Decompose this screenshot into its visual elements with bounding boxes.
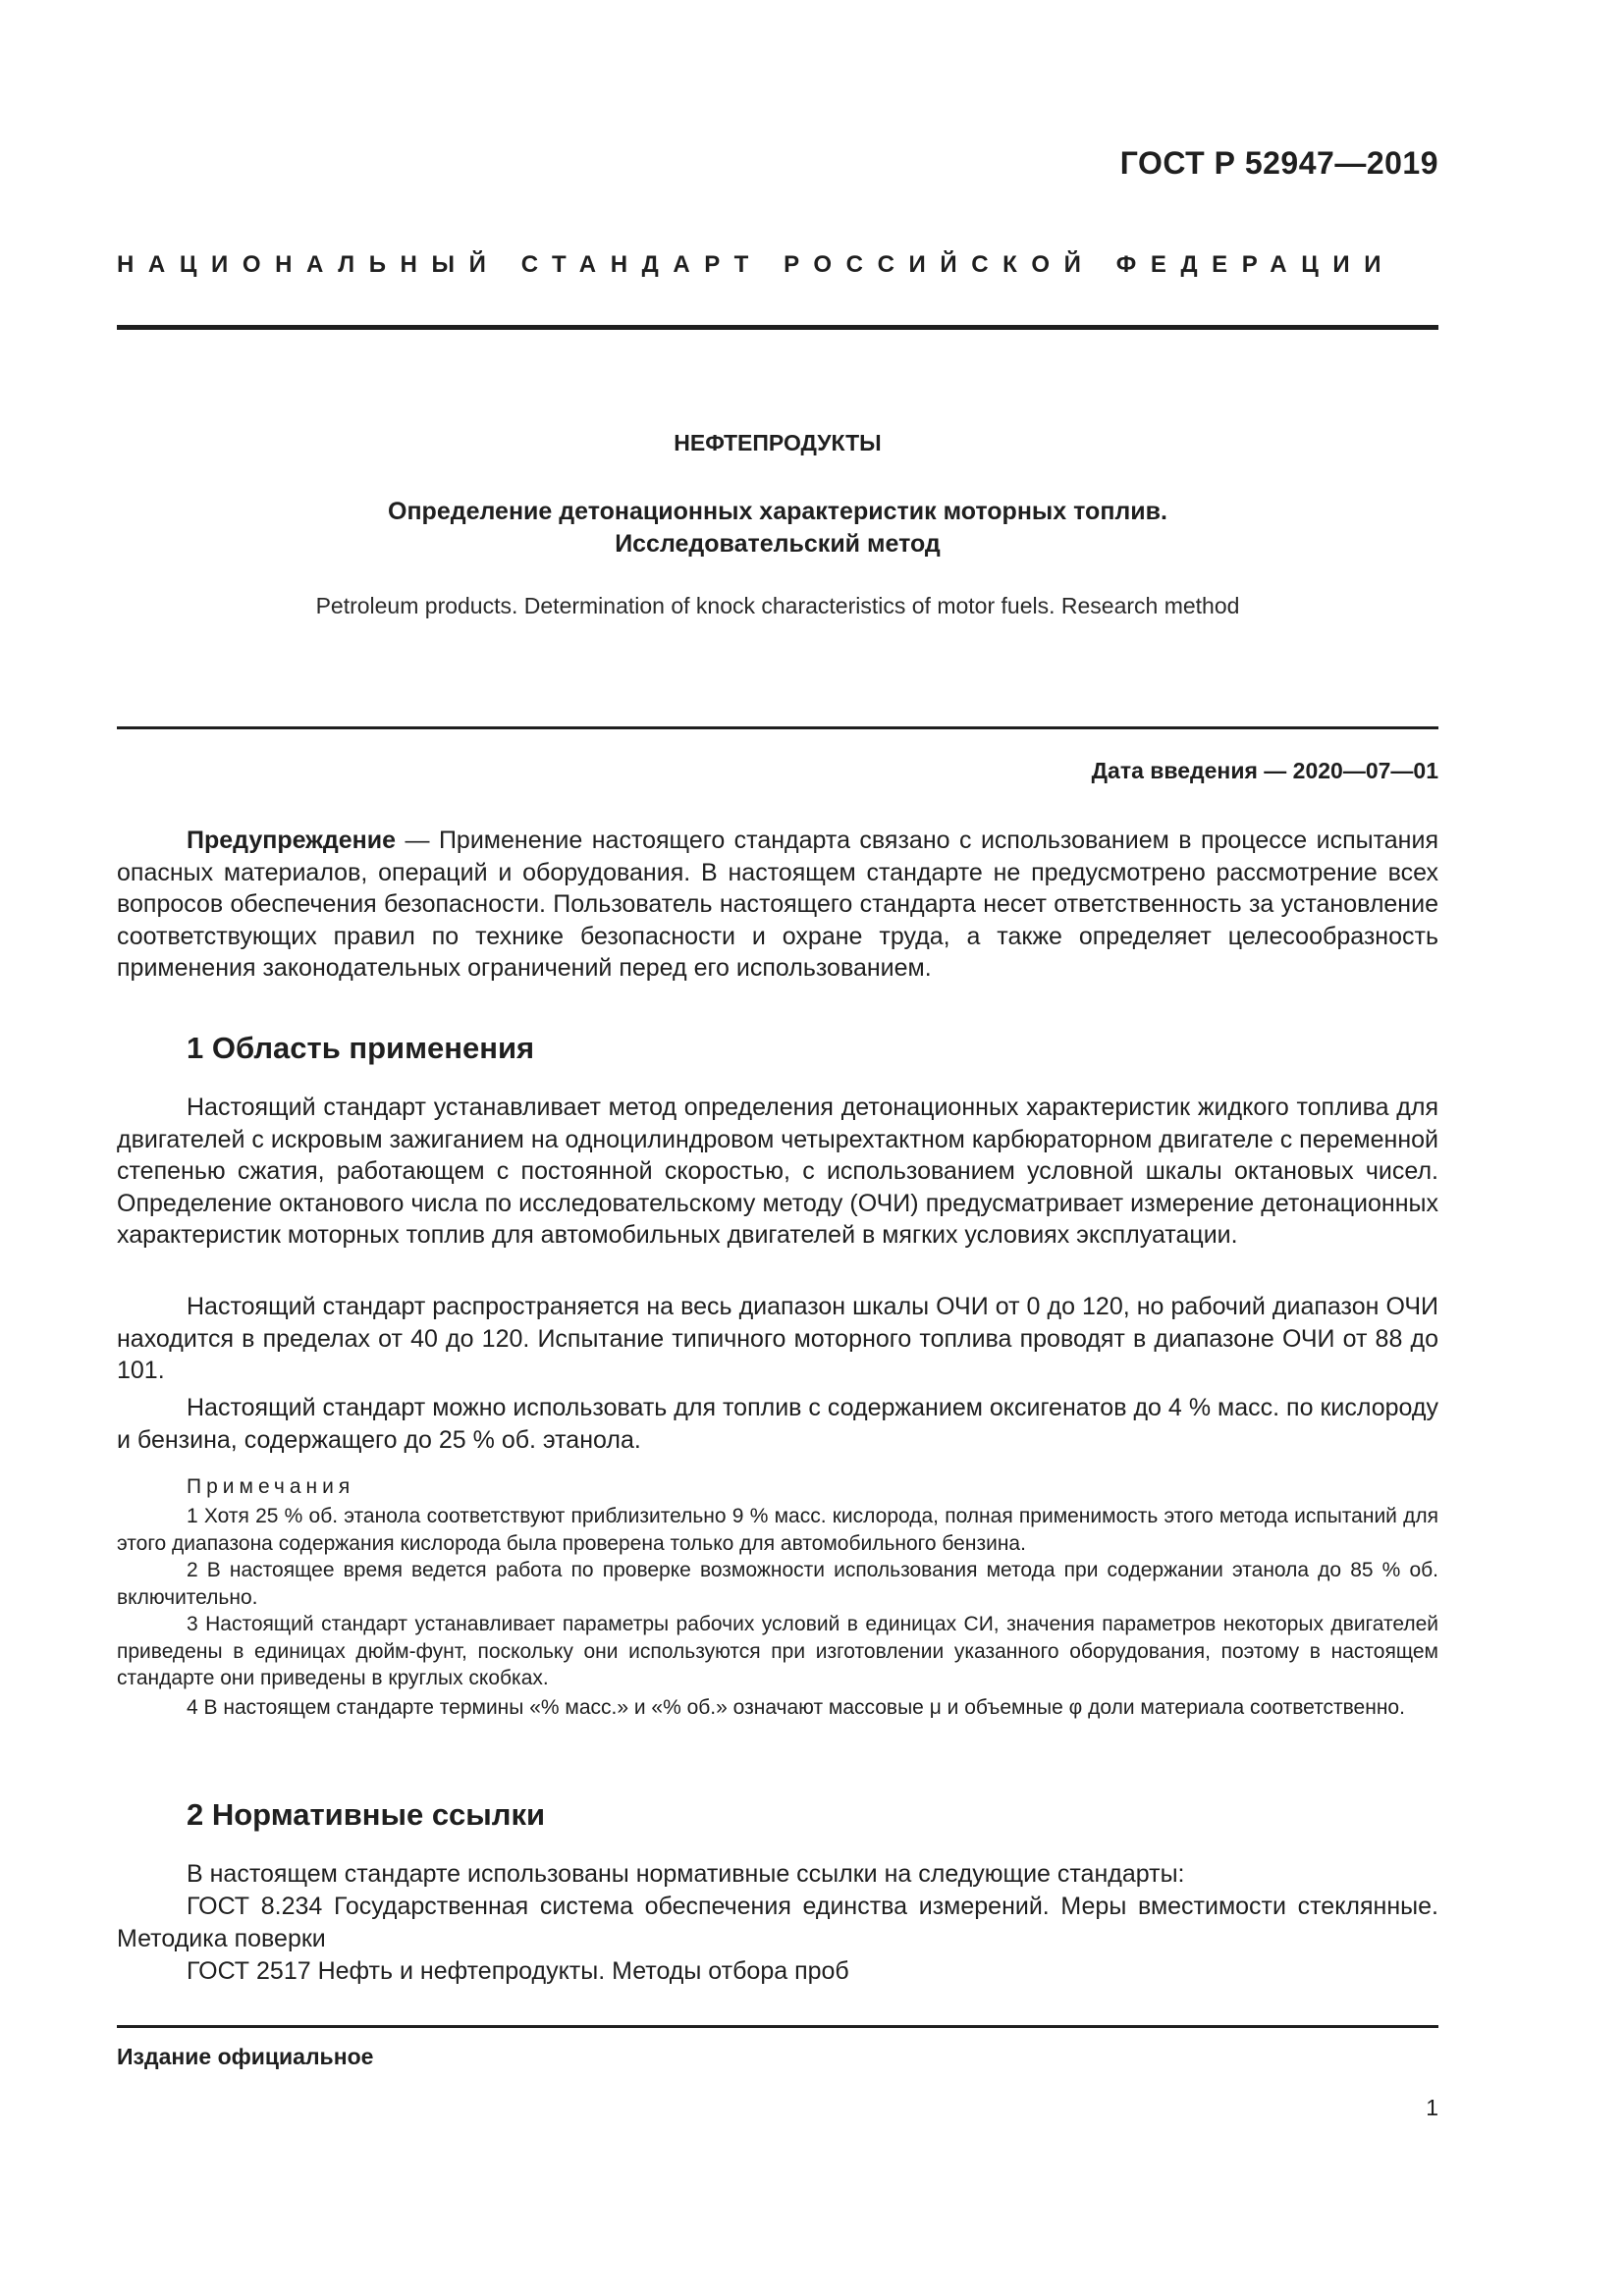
section-1-paragraph: Настоящий стандарт устанавливает метод определения детонационных характеристик жидкого топлива для двигателей с искровым зажиганием на одноцилиндровом четырехтактном карбюраторном двигателе с переменной степенью сжатия, работающем с постоянной скоростью, с использованием условной шкалы октановых чисел. Определение октанового числа по исследовательскому методу (ОЧИ) предусматривает измерение детонационных характеристик моторных топлив для автомобильных двигателей в мягких условиях эксплуатации. [117, 1094, 1438, 1250]
warning-label: Предупреждение [187, 827, 397, 854]
official-edition-label: Издание официальное [117, 2044, 374, 2069]
national-standard-banner: НАЦИОНАЛЬНЫЙ СТАНДАРТ РОССИЙСКОЙ ФЕДЕРАЦИИ [117, 251, 1396, 278]
normative-reference-item: ГОСТ 2517 Нефть и нефтепродукты. Методы отбора проб [187, 1957, 849, 1985]
note-item: 2 В настоящее время ведется работа по проверке возможности использования метода при содержании этанола до 85 % об. включительно. [117, 1559, 1438, 1609]
document-title-line-1: Определение детонационных характеристик моторных топлив. [388, 498, 1167, 525]
note-item: 1 Хотя 25 % об. этанола соответствуют приблизительно 9 % масс. кислорода, полная применимость этого метода испытаний для этого диапазона содержания кислорода была проверена только для автомобильного бензина. [117, 1505, 1438, 1555]
section-1-paragraph: Настоящий стандарт распространяется на весь диапазон шкалы ОЧИ от 0 до 120, но рабочий диапазон ОЧИ находится в пределах от 40 до 120. Испытание типичного моторного топлива проводят в диапазоне ОЧИ от 88 до 101. [117, 1293, 1438, 1385]
normative-reference-item: ГОСТ 8.234 Государственная система обеспечения единства измерений. Меры вместимости стеклянные. Методика поверки [117, 1893, 1438, 1952]
document-number: ГОСТ Р 52947—2019 [1119, 145, 1438, 181]
document-title-line-2: Исследовательский метод [615, 530, 941, 558]
section-2-heading: 2 Нормативные ссылки [187, 1797, 546, 1832]
warning-text: — Применение настоящего стандарта связано с использованием в процессе испытания опасных материалов, операций и оборудования. В настоящем стандарте не предусмотрено рассмотрение всех вопросов обеспечения безопасности. Пользователь настоящего стандарта несет ответственность за установление соответствующих правил по технике безопасности и охране труда, а также определяет целесообразность применения законодательных ограничений перед его использованием. [117, 827, 1438, 983]
section-1-heading: 1 Область применения [187, 1031, 535, 1065]
document-subject: НЕФТЕПРОДУКТЫ [674, 430, 882, 455]
header-rule [117, 325, 1438, 330]
section-1-paragraph: Настоящий стандарт можно использовать для топлив с содержанием оксигенатов до 4 % масс. по кислороду и бензина, содержащего до 25 % об. этанола. [117, 1394, 1438, 1454]
document-page [117, 0, 1438, 2296]
note-item: 4 В настоящем стандарте термины «% масс.» и «% об.» означают массовые μ и объемные φ доли материала соответственно. [187, 1696, 1405, 1719]
warning-paragraph [117, 825, 1438, 985]
introduction-date: Дата введения — 2020—07—01 [1091, 758, 1438, 783]
page-number: 1 [1426, 2095, 1438, 2120]
notes-label: Примечания [187, 1475, 355, 1498]
title-rule [117, 726, 1438, 729]
note-item: 3 Настоящий стандарт устанавливает параметры рабочих условий в единицах СИ, значения параметров некоторых двигателей приведены в единицах дюйм-фунт, поскольку они используются при изготовлении указанного оборудования, поэтому в настоящем стандарте они приведены в круглых скобках. [117, 1613, 1438, 1689]
footer-rule [117, 2025, 1438, 2028]
section-2-paragraph: В настоящем стандарте использованы нормативные ссылки на следующие стандарты: [187, 1860, 1185, 1888]
document-title-english: Petroleum products. Determination of knock characteristics of motor fuels. Research method [315, 593, 1240, 618]
